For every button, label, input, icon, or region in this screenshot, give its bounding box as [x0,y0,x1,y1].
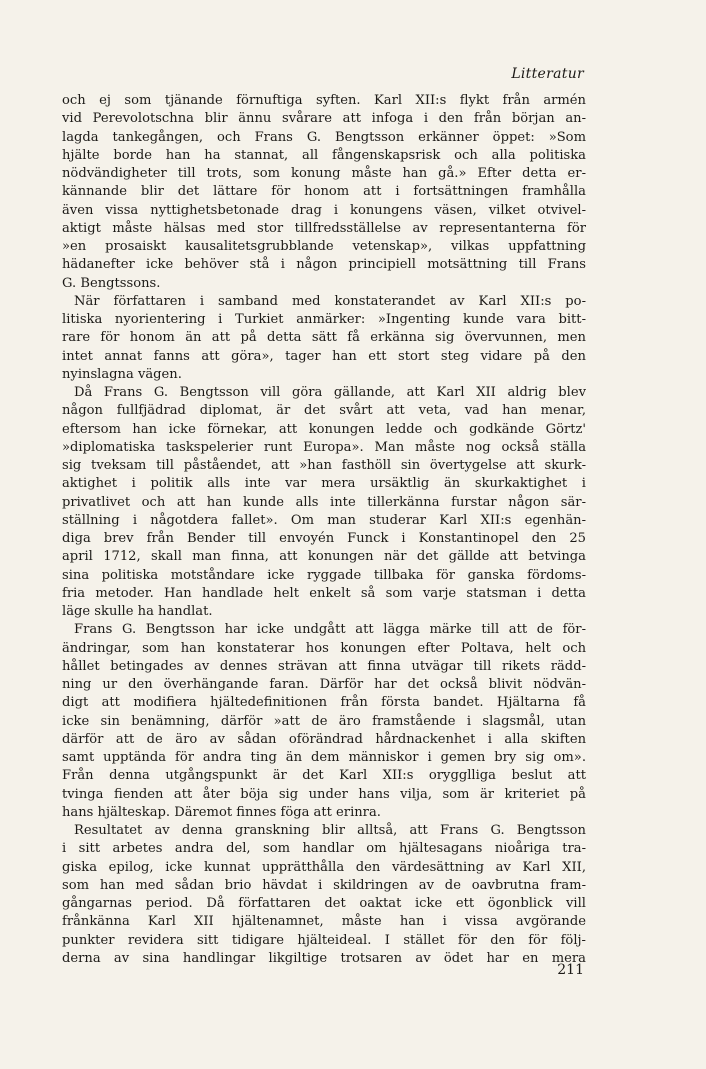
text-line: fria metoder. Han handlade helt enkelt så som varje statsman i detta [62,585,586,601]
text-line: digt att modifiera hjältedefinitionen från första bandet. Hjältarna få [62,695,586,711]
text-line: som han med sådan brio hävdat i skildringen av de oavbrutna fram- [62,877,586,893]
text-line: därför att de äro av sådan oförändrad hårdnackenhet i alla skiften [62,731,586,747]
text-line: ändringar, som han konstaterar hos konungen efter Poltava, helt och [62,640,586,656]
text-line: nyinslagna vägen. [62,366,182,382]
body-text [62,92,586,968]
text-line: nödvändigheter till trots, som konung måste han gå.» Efter detta er- [62,166,586,181]
text-line: icke sin benämning, därför »att de äro framstående i slagsmål, utan [62,713,586,729]
text-line: och ej som tjänande förnuftiga syften. Karl XII:s flykt från armén [62,93,586,108]
text-line: eftersom han icke förnekar, att konungen ledde och godkände Görtz' [62,421,586,437]
text-line: i sitt arbetes andra del, som handlar om hjältesagans nioåriga tra- [62,841,586,857]
text-line: sina politiska motståndare icke ryggade tillbaka för ganska fördoms- [62,567,586,583]
text-line: När författaren i samband med konstaterandet av Karl XII:s po- [74,293,586,309]
text-line: rare för honom än att på detta sätt få erkänna sig övervunnen, men [62,330,586,346]
text-line: ställning i någotdera fallet». Om man studerar Karl XII:s egenhän- [62,512,586,528]
text-line: läge skulle ha handlat. [62,604,213,619]
text-line: lagda tankegången, och Frans G. Bengtsson erkänner öppet: »Som [62,129,586,145]
page-number: 211 [557,962,584,978]
text-line: april 1712, skall man finna, att konungen när det gällde att betvinga [62,549,586,565]
running-header: Litteratur [511,66,584,82]
text-line: punkter revidera sitt tidigare hjälteideal. I stället för den för följ- [62,932,586,948]
text-line: samt upptända för andra ting än dem människor i gemen bry sig om». [62,750,586,765]
text-line: »diplomatiska taskspelerier runt Europa». Man måste nog också ställa [62,439,586,455]
text-line: även vissa nyttighetsbetonade drag i konungens väsen, vilket otvivel- [62,202,586,218]
text-line: ning ur den överhängande faran. Därför har det också blivit nödvän- [62,677,586,692]
text-line: Frans G. Bengtsson har icke undgått att lägga märke till att de för- [74,622,586,638]
text-line: hädanefter icke behöver stå i någon principiell motsättning till Frans [62,257,586,273]
text-line: frånkänna Karl XII hjältenamnet, måste han i vissa avgörande [62,914,586,930]
text-line: hans hjälteskap. Däremot finnes föga att erinra. [62,804,381,820]
text-line: »en prosaiskt kausalitetsgrubblande vetenskap», vilkas uppfattning [62,239,586,254]
text-line: sig tveksam till påståendet, att »han fasthöll sin övertygelse att skurk- [62,458,586,473]
text-line: privatlivet och att han kunde alls inte tillerkänna furstar någon sär- [62,494,586,510]
text-line: derna av sina handlingar likgiltige trotsaren av ödet har en mera [62,950,586,966]
text-line: kännande blir det lättare för honom att i fortsättningen framhålla [62,184,586,200]
text-line: tvinga fienden att åter böja sig under hans vilja, som är kriteriet på [62,786,586,802]
text-line: giska epilog, icke kunnat upprätthålla den värdesättning av Karl XII, [62,859,586,875]
text-line: Då Frans G. Bengtsson vill göra gällande, att Karl XII aldrig blev [74,385,586,400]
text-line: G. Bengtssons. [62,275,161,291]
text-line: Från denna utgångspunkt är det Karl XII:s orygglliga beslut att [62,768,586,784]
text-line: Resultatet av denna granskning blir alltså, att Frans G. Bengtsson [74,823,586,838]
text-line: intet annat fanns att göra», tager han ett stort steg vidare på den [62,348,586,364]
text-line: litiska nyorientering i Turkiet anmärker: »Ingenting kunde vara bitt- [62,312,586,327]
text-line: aktigt måste hälsas med stor tillfredsställelse av representanterna för [62,220,586,236]
text-line: någon fullfjädrad diplomat, är det svårt att veta, vad han menar, [62,403,586,419]
text-line: hållet betingades av dennes strävan att finna utvägar till rikets rädd- [62,658,586,674]
text-line: hjälte borde han ha stannat, all fångenskapsrisk och alla politiska [62,147,586,163]
text-line: aktighet i politik alls inte var mera ursäktlig än skurkaktighet i [62,476,586,492]
text-line: vid Perevolotschna blir ännu svårare att infoga i den från början an- [62,111,586,127]
text-line: diga brev från Bender till envoyén Funck i Konstantinopel den 25 [62,531,586,546]
text-line: gångarnas period. Då författaren det oaktat icke ett ögonblick vill [62,896,586,911]
